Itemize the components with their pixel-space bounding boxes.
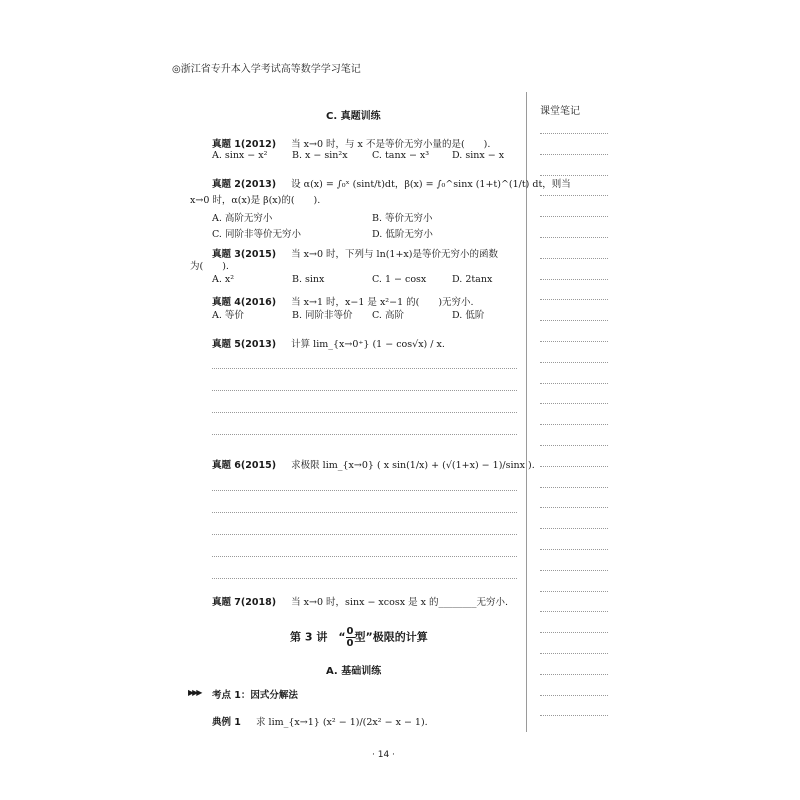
- question-text: 当 x→1 时，x−1 是 x²−1 的( )无穷小.: [291, 297, 474, 308]
- q1-option-a: A. sinx − x²: [212, 150, 268, 161]
- notes-column-title: 课堂笔记: [540, 106, 580, 117]
- question-7: [212, 590, 508, 609]
- q4-option-a: A. 等价: [212, 310, 244, 321]
- note-line: [540, 674, 608, 675]
- lecture-prefix: 第 3 讲 “: [290, 630, 346, 644]
- note-line: [540, 195, 608, 196]
- note-line: [540, 549, 608, 550]
- question-text: 求极限 lim_{x→0} ( x sin(1/x) + (√(1+x) − 1)/sinx ).: [291, 460, 535, 471]
- question-3: [212, 242, 498, 261]
- q1-option-b: B. x − sin²x: [292, 150, 348, 161]
- note-line: [540, 362, 608, 363]
- question-label: 真题 4(2016): [212, 297, 277, 308]
- question-text: 计算 lim_{x→0⁺} (1 − cos√x) / x.: [291, 339, 445, 350]
- q3-option-a: A. x²: [212, 274, 235, 285]
- note-line: [540, 570, 608, 571]
- arrow-marker-icon: ▶▶▶: [188, 688, 201, 697]
- note-line: [540, 487, 608, 488]
- question-label: 真题 1(2012): [212, 139, 277, 150]
- question-6: [212, 453, 535, 472]
- note-line: [540, 445, 608, 446]
- answer-line: [212, 412, 517, 413]
- example-label: 典例 1: [212, 717, 241, 728]
- q3-option-d: D. 2tanx: [452, 274, 493, 285]
- answer-line: [212, 556, 517, 557]
- question-1: [212, 132, 490, 151]
- answer-line: [212, 512, 517, 513]
- q2-option-d: D. 低阶无穷小: [372, 229, 433, 240]
- q4-option-b: B. 同阶非等价: [292, 310, 353, 321]
- question-text: 当 x→0 时，与 x 不是等价无穷小量的是( ).: [291, 139, 491, 150]
- note-line: [540, 154, 608, 155]
- question-2-continued: x→0 时，α(x)是 β(x)的( ).: [190, 195, 321, 206]
- note-line: [540, 320, 608, 321]
- q2-option-a: A. 高阶无穷小: [212, 213, 273, 224]
- note-line: [540, 591, 608, 592]
- lecture-suffix: 型”极限的计算: [354, 630, 428, 644]
- note-line: [540, 632, 608, 633]
- page-number: · 14 ·: [372, 750, 395, 760]
- note-line: [540, 695, 608, 696]
- question-label: 真题 6(2015): [212, 460, 277, 471]
- note-line: [540, 653, 608, 654]
- note-line: [540, 507, 608, 508]
- note-line: [540, 466, 608, 467]
- note-line: [540, 383, 608, 384]
- q2-option-b: B. 等价无穷小: [372, 213, 433, 224]
- question-5: [212, 332, 445, 351]
- q1-option-c: C. tanx − x³: [372, 150, 430, 161]
- note-line: [540, 341, 608, 342]
- lecture-title: [290, 626, 428, 649]
- note-line: [540, 279, 608, 280]
- answer-line: [212, 578, 517, 579]
- note-line: [540, 715, 608, 716]
- question-text: 当 x→0 时，下列与 ln(1+x)是等价无穷小的函数: [291, 249, 498, 260]
- note-line: [540, 611, 608, 612]
- kaodian-title: 考点 1：因式分解法: [212, 690, 298, 701]
- example-1: [212, 710, 428, 729]
- answer-line: [212, 368, 517, 369]
- note-line: [540, 403, 608, 404]
- question-label: 真题 2(2013): [212, 179, 277, 190]
- lecture-frac-bottom: 0: [346, 638, 354, 649]
- note-line: [540, 299, 608, 300]
- q3-option-c: C. 1 − cosx: [372, 274, 427, 285]
- running-header: ◎浙江省专升本入学考试高等数学学习笔记: [172, 64, 361, 75]
- question-text: 当 x→0 时，sinx − xcosx 是 x 的________无穷小.: [291, 597, 508, 608]
- q2-option-c: C. 同阶非等价无穷小: [212, 229, 301, 240]
- q3-option-b: B. sinx: [292, 274, 325, 285]
- question-3-continued: 为( ).: [190, 261, 229, 272]
- question-text: 设 α(x) = ∫₀ˣ (sint/t)dt，β(x) = ∫₀^sinx (1+t)^(1/t) dt，则当: [291, 179, 571, 190]
- question-label: 真题 5(2013): [212, 339, 277, 350]
- answer-line: [212, 534, 517, 535]
- note-line: [540, 258, 608, 259]
- note-line: [540, 237, 608, 238]
- q1-option-d: D. sinx − x: [452, 150, 505, 161]
- note-line: [540, 133, 608, 134]
- example-text: 求 lim_{x→1} (x² − 1)/(2x² − x − 1).: [256, 717, 428, 728]
- answer-line: [212, 490, 517, 491]
- q4-option-c: C. 高阶: [372, 310, 404, 321]
- note-line: [540, 424, 608, 425]
- question-label: 真题 3(2015): [212, 249, 277, 260]
- section-c-title: C. 真题训练: [326, 111, 381, 122]
- answer-line: [212, 434, 517, 435]
- question-label: 真题 7(2018): [212, 597, 277, 608]
- note-line: [540, 528, 608, 529]
- lecture-frac-top: 0: [346, 626, 354, 637]
- question-2: [212, 172, 571, 191]
- q4-option-d: D. 低阶: [452, 310, 485, 321]
- note-line: [540, 216, 608, 217]
- section-a-title: A. 基础训练: [326, 666, 382, 677]
- answer-line: [212, 390, 517, 391]
